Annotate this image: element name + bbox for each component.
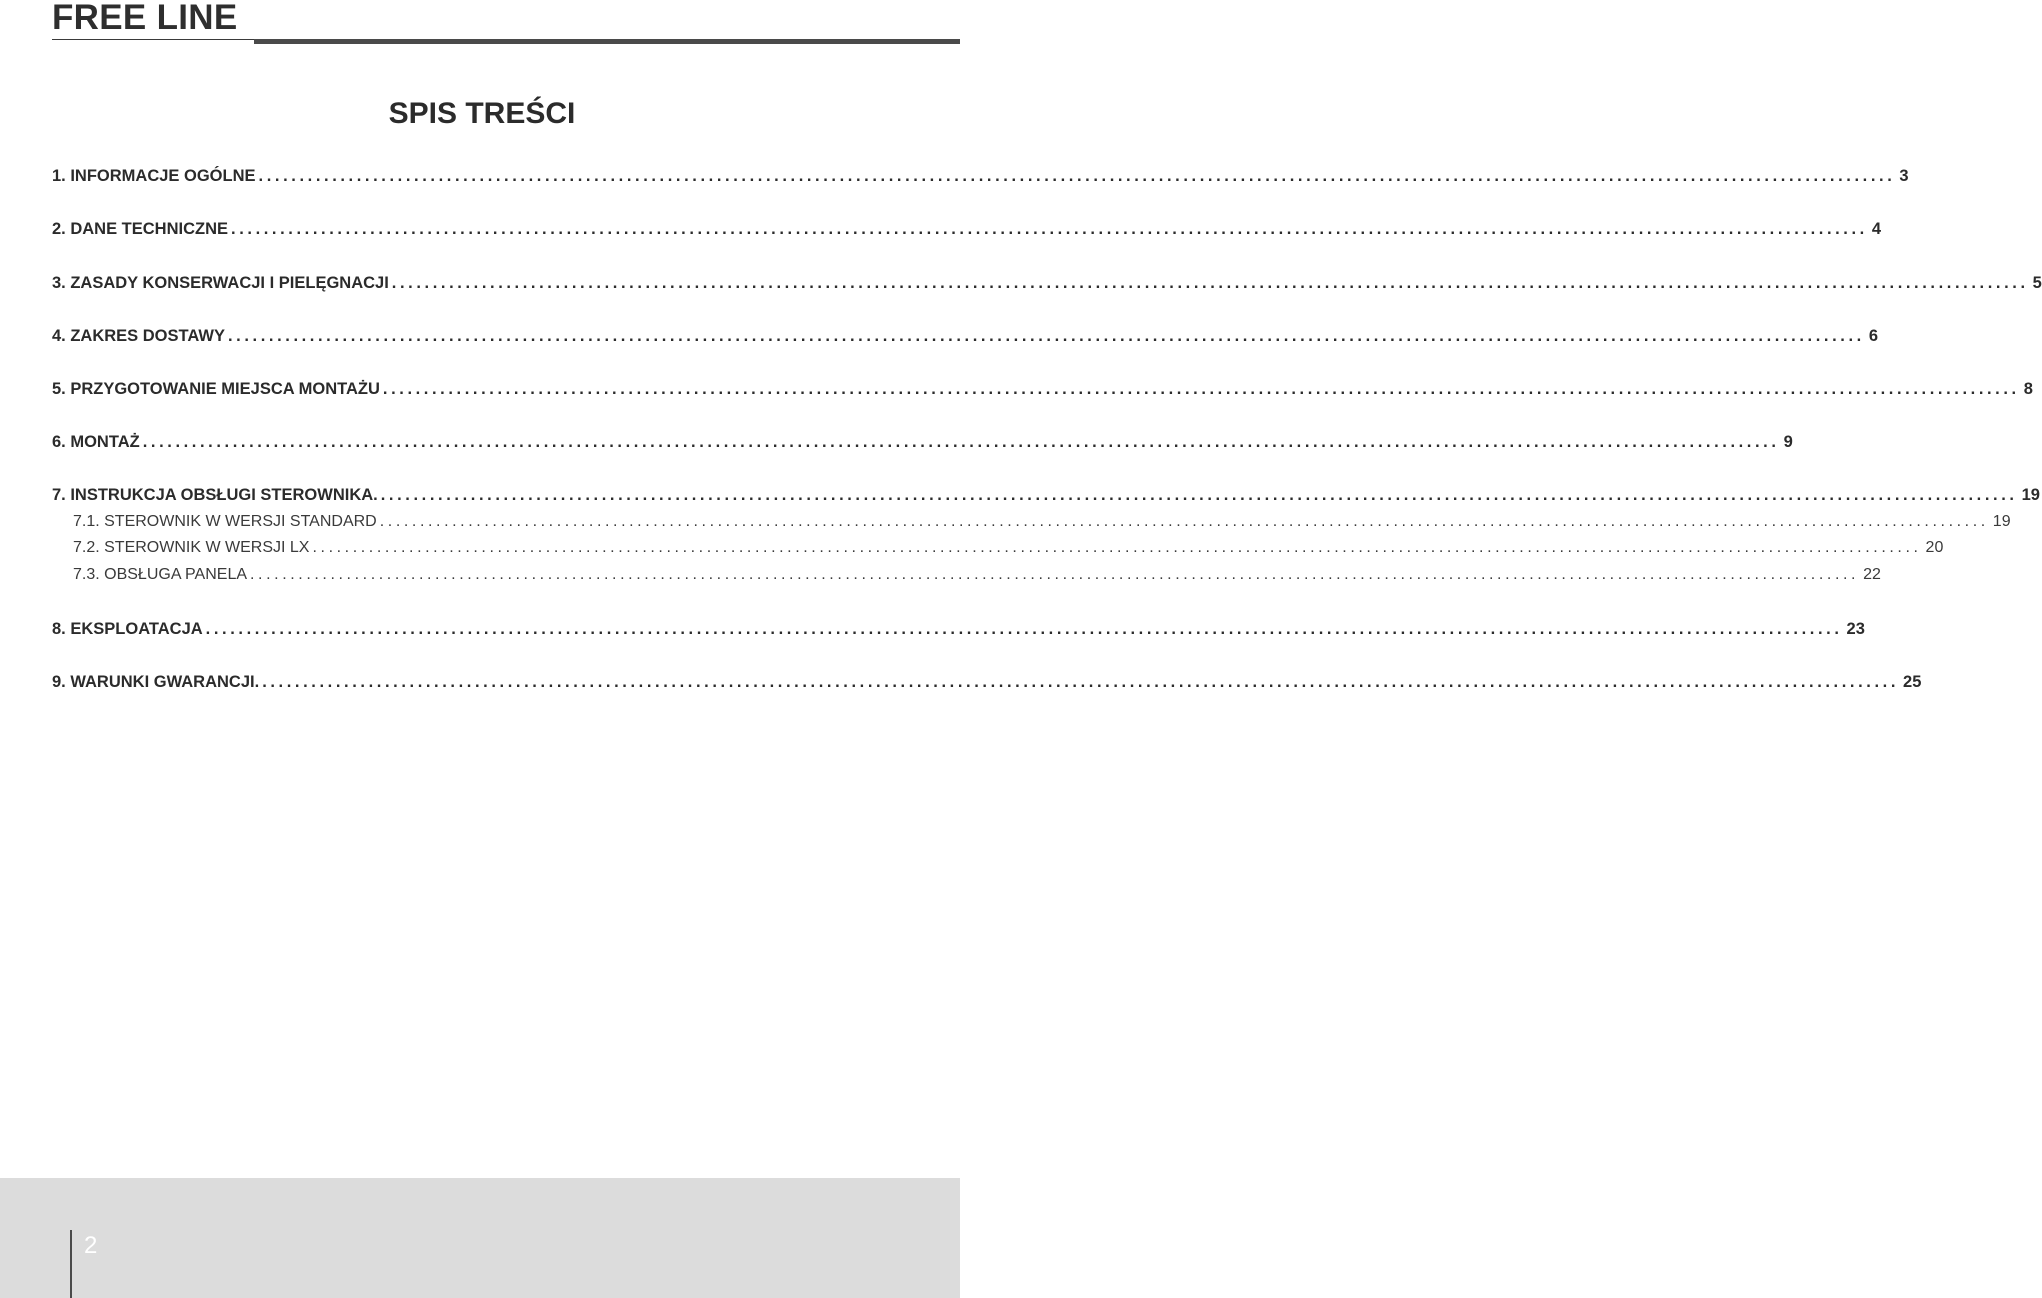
toc-entry-page: 19 xyxy=(2021,486,2040,504)
toc-leader-dots: ........................................................................................................................................................................................................ xyxy=(227,327,1865,345)
toc-entry-3[interactable] xyxy=(52,272,2042,294)
toc-entry-8[interactable] xyxy=(52,618,1865,640)
toc-entry-label: 3. ZASADY KONSERWACJI I PIELĘGNACJI xyxy=(52,274,389,292)
toc-entry-label: 1. INFORMACJE OGÓLNE xyxy=(52,167,256,185)
page-number: 2 xyxy=(84,1232,98,1259)
toc-leader-dots: ........................................................................................................................................................................................................ xyxy=(380,486,2018,504)
toc-entry-7-1[interactable] xyxy=(73,511,2011,533)
toc-entry-label: 2. DANE TECHNICZNE xyxy=(52,220,229,238)
toc-entry-page: 5 xyxy=(2032,274,2042,292)
toc-entry-label: 7.2. STEROWNIK W WERSJI LX xyxy=(73,539,310,556)
footer-band xyxy=(0,1178,960,1298)
toc-entry-label: 4. ZAKRES DOSTAWY xyxy=(52,327,225,345)
toc-entry-9[interactable] xyxy=(52,671,1922,693)
toc-entry-label: 7. INSTRUKCJA OBSŁUGI STEROWNIKA. xyxy=(52,486,378,504)
toc-entry-page: 22 xyxy=(1863,566,1881,583)
toc-entry-label: 6. MONTAŻ xyxy=(52,433,140,451)
toc-entry-7[interactable] xyxy=(52,484,2040,506)
toc-entry-page: 4 xyxy=(1871,220,1882,238)
toc-entry-page: 19 xyxy=(1992,513,2011,530)
toc-entry-label: 7.3. OBSŁUGA PANELA xyxy=(73,566,248,583)
toc-leader-dots: ........................................................................................................................................................................................................ xyxy=(258,167,1896,185)
toc-leader-dots: ........................................................................................................................................................................................................ xyxy=(379,513,1989,530)
toc-leader-dots: ........................................................................................................................................................................................................ xyxy=(382,380,2020,398)
toc-entry-label: 5. PRZYGOTOWANIE MIEJSCA MONTAŻU xyxy=(52,380,380,398)
toc-entry-label: 8. EKSPLOATACJA xyxy=(52,620,203,638)
toc-entry-page: 9 xyxy=(1783,433,1793,451)
toc-entry-1[interactable] xyxy=(52,165,1909,187)
toc-entry-5[interactable] xyxy=(52,378,2033,400)
document-title: FREE LINE xyxy=(52,0,238,37)
toc-leader-dots: ........................................................................................................................................................................................................ xyxy=(250,566,1860,583)
toc-leader-dots: ........................................................................................................................................................................................................ xyxy=(231,220,1868,238)
toc-leader-dots: ........................................................................................................................................................................................................ xyxy=(312,539,1922,556)
toc-entry-2[interactable] xyxy=(52,218,1882,240)
header-rule-thin xyxy=(52,39,254,40)
toc-leader-dots: ........................................................................................................................................................................................................ xyxy=(262,673,1900,691)
toc-leader-dots: ........................................................................................................................................................................................................ xyxy=(142,433,1780,451)
header-rule-thick xyxy=(254,39,960,44)
toc-entry-page: 3 xyxy=(1899,167,1909,185)
toc-entry-label: 9. WARUNKI GWARANCJI. xyxy=(52,673,260,691)
toc-entry-page: 23 xyxy=(1846,620,1865,638)
toc-leader-dots: ........................................................................................................................................................................................................ xyxy=(205,620,1843,638)
footer-divider xyxy=(70,1230,72,1298)
toc-entry-page: 6 xyxy=(1868,327,1879,345)
toc-entry-page: 8 xyxy=(2023,380,2033,398)
toc-entry-label: 7.1. STEROWNIK W WERSJI STANDARD xyxy=(73,513,377,530)
toc-entry-page: 25 xyxy=(1903,673,1922,691)
toc-entry-7-3[interactable] xyxy=(73,564,1881,586)
toc-heading: SPIS TREŚCI xyxy=(388,97,576,130)
toc-entry-4[interactable] xyxy=(52,325,1879,347)
toc-leader-dots: ........................................................................................................................................................................................................ xyxy=(391,274,2029,292)
toc-entry-7-2[interactable] xyxy=(73,537,1944,559)
toc-entry-page: 20 xyxy=(1925,539,1944,556)
toc-entry-6[interactable] xyxy=(52,431,1793,453)
